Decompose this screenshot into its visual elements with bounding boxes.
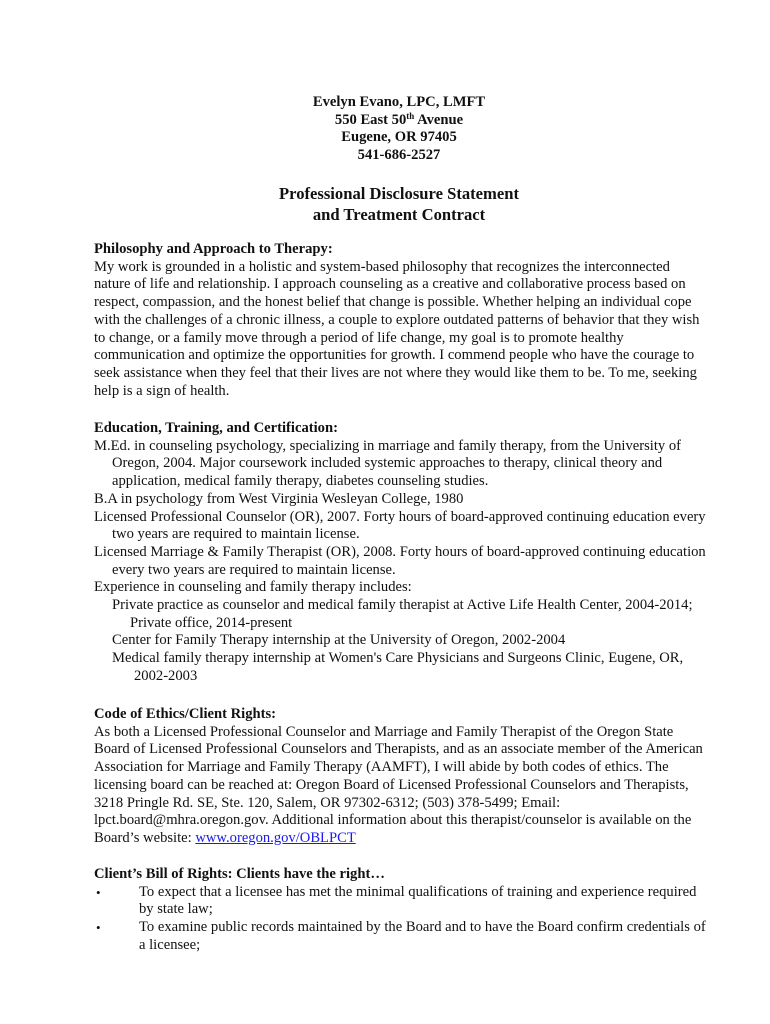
phone-number: 541-686-2527 [357, 147, 441, 164]
list-item-text: To expect that a licensee has met the minimal qualifications of training and experience required by state law; [139, 883, 697, 918]
credential-lmft: Licensed Marriage & Family Therapist (OR), 2008. Forty hours of board-approved continuing education every two years are required to maintain license. [94, 543, 706, 578]
experience-medical-internship: Medical family therapy internship at Women's Care Physicians and Surgeons Clinic, Eugene, OR, 2002-2003 [112, 650, 684, 684]
ethics-text: As both a Licensed Professional Counselor and Marriage and Family Therapist of the Oregon State Board of Licensed Professional Counselors and Therapists, and as an associate member of the American Association for Marriage and Family Therapy (AAMFT), I will abide by both codes of ethics. The licensing board can be reached at: Oregon Board of Licensed Professional Counselors and Therapists, 3218 Pringle Rd. SE, Ste. 120, Salem, OR 97302-6312; (503) 378-5499; Email: lpct.board@mhra.oregon.gov. Additional information about this therapist/counselor is available on the Board’s website: [94, 723, 703, 846]
document-title [0, 184, 770, 225]
title-line-2: and Treatment Contract [312, 204, 486, 224]
section-heading: Education, Training, and Certification: [94, 420, 338, 436]
credential-med: M.Ed. in counseling psychology, specializing in marriage and family therapy, from the University of Oregon, 2004. Major coursework included systemic approaches to therapy, clinical theory and application, medical family therapy, diabetes counseling studies. [94, 437, 681, 490]
list-item-text: To examine public records maintained by the Board and to have the Board confirm credentials of a licensee; [139, 919, 706, 953]
experience-private-practice: Private practice as counselor and medical family therapist at Active Life Health Center, 2004-2014; Private office, 2014-present [112, 597, 693, 631]
section-philosophy [94, 241, 706, 400]
board-website-link[interactable]: www.oregon.gov/OBLPCT [195, 829, 356, 846]
bullet-icon: • [96, 884, 101, 900]
therapist-name: Evelyn Evano, LPC, LMFT [312, 94, 486, 110]
experience-center-internship: Center for Family Therapy internship at the University of Oregon, 2002-2004 [112, 632, 566, 649]
ordinal-suffix: th [406, 110, 415, 121]
credential-ba: B.A in psychology from West Virginia Wesleyan College, 1980 [94, 490, 464, 507]
ethics-paragraph [94, 724, 706, 848]
section-heading: Code of Ethics/Client Rights: [94, 706, 277, 722]
section-heading: Client’s Bill of Rights: Clients have the right… [94, 866, 385, 882]
street-address-suffix: Avenue [414, 111, 464, 128]
section-heading: Philosophy and Approach to Therapy: [94, 241, 333, 257]
list-item [94, 919, 706, 954]
section-education [94, 420, 706, 686]
philosophy-paragraph: My work is grounded in a holistic and system-based philosophy that recognizes the interconnected nature of life and relationship. I approach counseling as a creative and collaborative process based on respect, compassion, and the honest belief that change is possible. Whether helping an individual cope with the challenges of a chronic illness, a couple to explore outdated patterns of behavior that they wish to change, or a family move through a period of life change, my goal is to promote healthy communication and optimize the opportunities for growth. I commend people who have the courage to seek assistance when they feel that their lives are not where they would like them to be. To me, seeking help is a sign of health. [94, 258, 700, 399]
list-item [94, 884, 706, 919]
street-address [0, 112, 770, 130]
street-address-text: 550 East 50 [334, 111, 407, 128]
letterhead [0, 94, 770, 165]
section-client-rights [94, 866, 706, 955]
bullet-icon: • [96, 920, 101, 936]
credential-lpc: Licensed Professional Counselor (OR), 2007. Forty hours of board-approved continuing education every two years are required to maintain license. [94, 508, 706, 543]
title-line-1: Professional Disclosure Statement [279, 184, 519, 203]
experience-intro: Experience in counseling and family therapy includes: [94, 579, 412, 596]
city-state-zip: Eugene, OR 97405 [341, 129, 457, 146]
section-ethics [94, 706, 706, 848]
